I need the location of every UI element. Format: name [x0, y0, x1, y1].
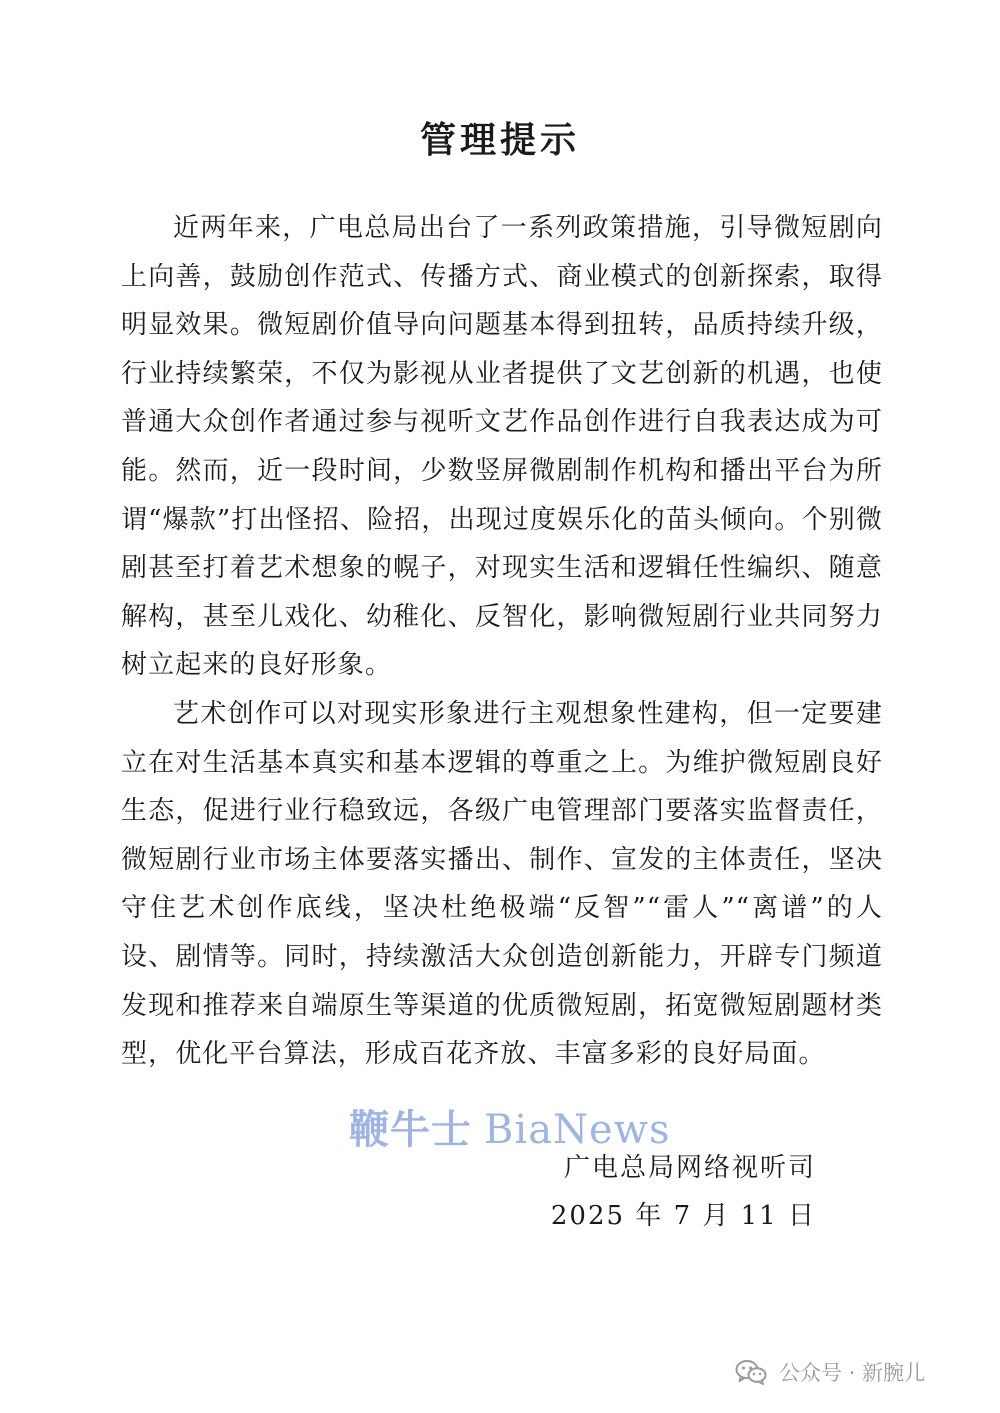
paragraph-2: 艺术创作可以对现实形象进行主观想象性建构，但一定要建立在对生活基本真实和基本逻辑的尊重之上。为维护微短剧良好生态，促进行业行稳致远，各级广电管理部门要落实监督责任，微短剧行业市场主体要落实播出、制作、宣发的主体责任，坚决守住艺术创作底线，坚决杜绝极端“反智”“雷人”“离谱”的人设、剧情等。同时，持续激活大众创造创新能力，开辟专门频道发现和推荐来自端原生等渠道的优质微短剧，拓宽微短剧题材类型，优化平台算法，形成百花齐放、丰富多彩的良好局面。 — [121, 698, 883, 1070]
signature-date: 2025 年 7 月 11 日 — [550, 1201, 816, 1231]
watermark-cn-text: 鞭牛士 — [349, 1106, 472, 1153]
wechat-account-footer — [735, 1352, 925, 1392]
wechat-icon — [735, 1359, 767, 1385]
paragraph-1: 近两年来，广电总局出台了一系列政策措施，引导微短剧向上向善，鼓励创作范式、传播方式、商业模式的创新探索，取得明显效果。微短剧价值导向问题基本得到扭转，品质持续升级，行业持续繁荣，不仅为影视从业者提供了文艺创新的机遇，也使普通大众创作者通过参与视听文艺作品创作进行自我表达成为可能。然而，近一段时间，少数竖屏微剧制作机构和播出平台为所谓“爆款”打出怪招、险招，出现过度娱乐化的苗头倾向。个别微剧甚至打着艺术想象的幌子，对现实生活和逻辑任性编织、随意解构，甚至儿戏化、幼稚化、反智化，影响微短剧行业共同努力树立起来的良好形象。 — [121, 213, 883, 681]
watermark-latin-text: BiaNews — [484, 1107, 671, 1153]
page-title: 管理提示 — [419, 119, 580, 161]
document-body — [121, 204, 883, 1079]
signature-organization: 广电总局网络视听司 — [563, 1153, 816, 1183]
footer-account-text: 公众号 · 新腕儿 — [779, 1361, 926, 1385]
